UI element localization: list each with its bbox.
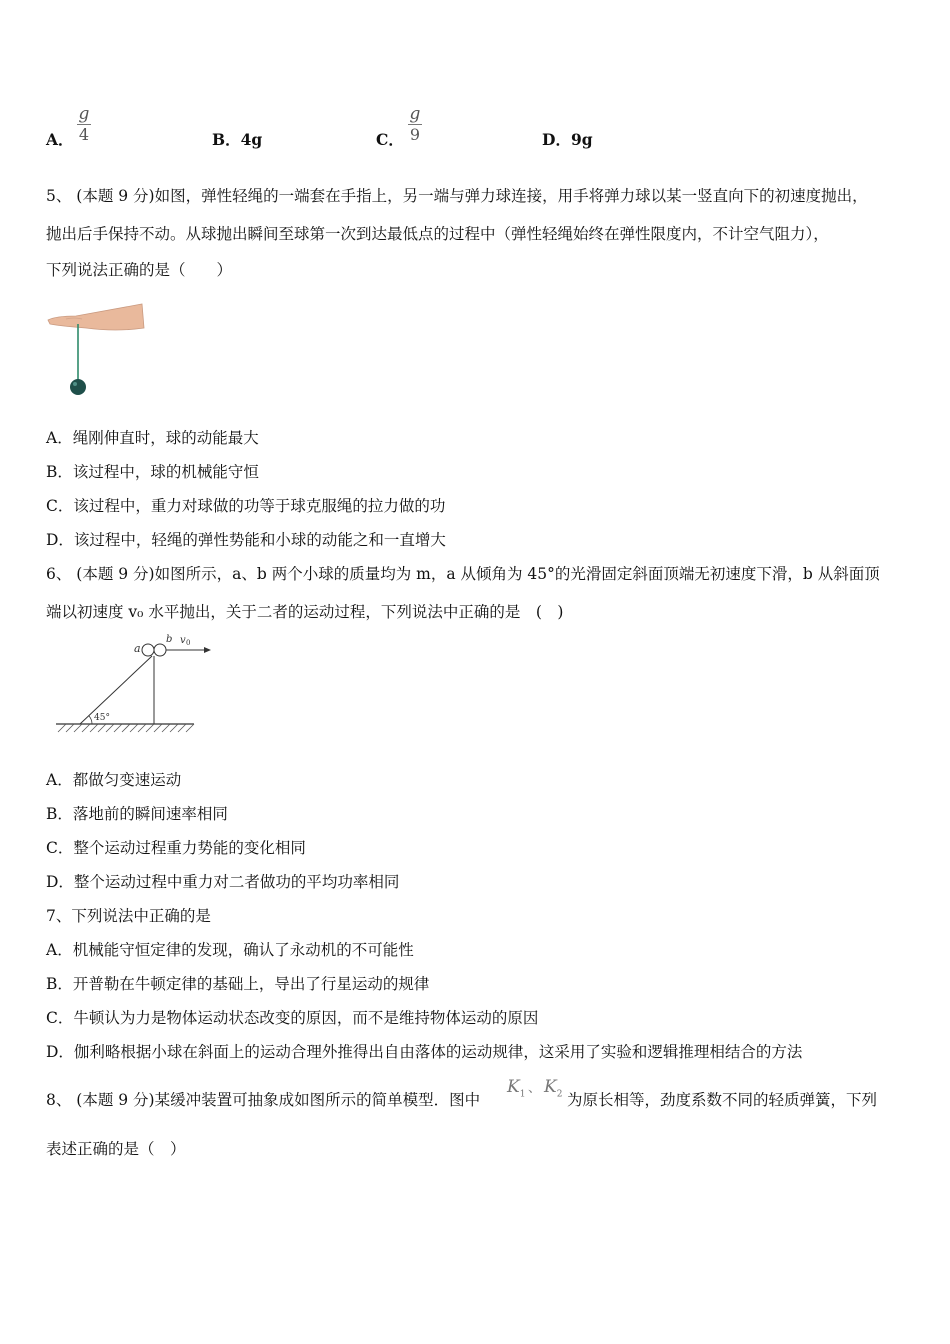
label-b: b	[166, 634, 173, 645]
k2-subscript: 2	[556, 1089, 563, 1100]
fraction-denominator: 9	[409, 125, 421, 144]
q8-k1	[507, 1077, 525, 1099]
q4-option-c	[376, 128, 404, 150]
q8-stem-line2: 表述正确的是（ ）	[46, 1140, 186, 1158]
fraction-denominator: 4	[78, 125, 90, 144]
label-v0-subscript: 0	[186, 639, 191, 647]
fraction-g-over-9	[407, 104, 423, 145]
option-label: A．	[46, 130, 74, 149]
q4-option-b: B．4g	[212, 130, 263, 149]
q5-stem-line3: 下列说法正确的是（ ）	[46, 261, 233, 279]
incline-slope	[80, 656, 152, 724]
q5-option-c: C．该过程中，重力对球做的功等于球克服绳的拉力做的功	[46, 497, 446, 515]
hand-icon	[48, 304, 144, 330]
q6-option-d: D．整个运动过程中重力对二者做功的平均功率相同	[46, 873, 400, 891]
label-a: a	[134, 642, 141, 655]
k1-letter: K	[507, 1077, 520, 1097]
k1-subscript: 1	[519, 1089, 526, 1100]
q5-option-b: B．该过程中，球的机械能守恒	[46, 463, 259, 481]
q6-stem-line1: 6、 (本题 9 分)如图所示，a、b 两个小球的质量均为 m，a 从倾角为 45°的光滑固定斜面顶端无初速度下滑，b 从斜面顶	[46, 565, 880, 583]
q8-stem-line1-suffix: 为原长相等，劲度系数不同的轻质弹簧，下列	[567, 1091, 878, 1109]
ball-b	[154, 644, 166, 656]
q8-stem-line1-prefix: 8、 (本题 9 分)某缓冲装置可抽象成如图所示的简单模型．图中	[46, 1091, 481, 1109]
q7-option-d: D．伽利略根据小球在斜面上的运动合理外推得出自由落体的运动规律，这采用了实验和逻辑推理相结合的方法	[46, 1043, 803, 1061]
q5-option-a: A．绳刚伸直时，球的动能最大	[46, 429, 259, 447]
q8-separator: 、	[528, 1081, 542, 1096]
q7-option-a: A．机械能守恒定律的发现，确认了永动机的不可能性	[46, 941, 414, 959]
angle-label: 45°	[94, 713, 110, 723]
q4-options	[46, 104, 906, 154]
q6-figure-incline	[54, 630, 214, 738]
q7-stem: 7、下列说法中正确的是	[46, 907, 211, 925]
ball-icon	[70, 379, 86, 395]
q8-k2	[544, 1077, 562, 1099]
q7-option-c: C．牛顿认为力是物体运动状态改变的原因，而不是维持物体运动的原因	[46, 1009, 539, 1027]
option-label: C．	[376, 130, 404, 149]
q6-stem-line2: 端以初速度 v₀ 水平抛出，关于二者的运动过程，下列说法中正确的是 ( )	[46, 603, 564, 621]
q5-option-d: D．该过程中，轻绳的弹性势能和小球的动能之和一直增大	[46, 531, 446, 549]
q5-stem-line2: 抛出后手保持不动。从球抛出瞬间至球第一次到达最低点的过程中（弹性轻绳始终在弹性限度内，不计空气阻力），	[46, 225, 829, 243]
fraction-numerator: g	[409, 104, 421, 124]
q6-option-c: C．整个运动过程重力势能的变化相同	[46, 839, 306, 857]
fraction-numerator: g	[78, 104, 90, 124]
q5-figure-hand-ball	[46, 298, 146, 402]
ground-hatching	[58, 724, 194, 732]
q4-option-d: D．9g	[542, 130, 593, 149]
ball-a	[142, 644, 154, 656]
label-v0: v	[180, 635, 186, 646]
k2-letter: K	[544, 1077, 557, 1097]
q6-option-a: A．都做匀变速运动	[46, 771, 182, 789]
fraction-g-over-4	[76, 104, 92, 145]
q6-option-b: B．落地前的瞬间速率相同	[46, 805, 228, 823]
q4-option-a	[46, 128, 74, 150]
q5-stem-line1: 5、 (本题 9 分)如图，弹性轻绳的一端套在手指上，另一端与弹力球连接，用手将弹力球以某一竖直向下的初速度抛出，	[46, 187, 868, 205]
q7-option-b: B．开普勒在牛顿定律的基础上，导出了行星运动的规律	[46, 975, 430, 993]
